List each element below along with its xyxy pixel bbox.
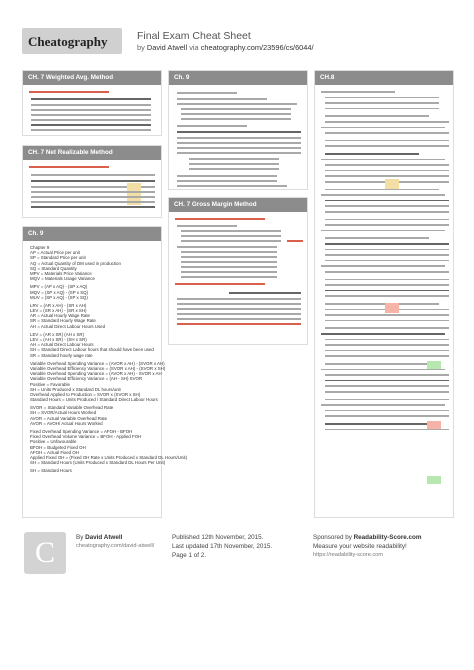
schedule-row [325,385,449,387]
gross-margin-box [168,197,308,345]
schedule-row [325,344,449,346]
formula-line: Variable Overhead Spending Variance = (AVOR x AH) - (SVOR x AH) [30,360,165,366]
logo-text: Cheatography [28,34,108,49]
sheet-title: Final Exam Cheat Sheet [137,30,251,42]
author-avatar[interactable]: C [24,532,66,574]
schedule-row [321,127,445,129]
formula-line: Standard Hours = Units Produced / Standard Direct Labour Hours [30,397,158,403]
schedule-row [325,380,449,382]
sponsor-url[interactable]: https://readability-score.com [313,552,383,558]
formula-line: LRV = (AR x AH) - (SR x AH) [30,302,87,308]
gross-margin-heading: CH. 7 Gross Margin Method [169,198,307,212]
formula-line: SH = Units Produced x Standard DL hours/unit [30,386,121,392]
schedule-row [325,153,419,155]
formula-line: LEV = (AH x SR) - (SH x SR) [30,337,87,342]
ch9-formulas-heading: Ch. 9 [23,227,161,241]
footer-author-url[interactable]: cheatography.com/david-atwell/ [76,543,155,549]
weighted-avg-heading: CH. 7 Weighted Avg. Method [23,71,161,85]
formula-line: SR = Standard Hourly Wage Rate [30,318,96,324]
highlight-cell [427,476,441,484]
schedule-row [325,260,449,262]
schedule-row [325,115,429,117]
formula-line: MPV = (AP x AQ) - (SP x AQ) [30,284,88,290]
schedule-row [325,219,449,221]
schedule-row [325,290,449,292]
schedule-row [321,159,445,161]
formula-line: SQ = Standard Quantity [30,265,77,271]
schedule-row [325,108,439,110]
highlight-cell [385,179,399,189]
schedule-row [325,415,449,417]
schedule-row [325,97,439,99]
schedule-row [321,333,445,335]
schedule-row [325,327,449,329]
schedule-row [325,399,449,401]
formula-line: MUV = (SP x AQ) - (SP x SQ) [30,294,88,300]
schedule-row [325,243,449,245]
updated-date: Last updated 17th November, 2015. [172,543,273,550]
formula-line: MQV = Materials Usage Variance [30,276,95,282]
schedule-row [325,339,449,341]
schedule-row [321,265,445,267]
schedule-row [325,303,439,305]
formula-line: Fixed Overhead Volume Variance = BFOH - Applied FOH [30,434,142,440]
formula-line: SVOR = Standard Variable Overhead Rate [30,405,114,411]
byline [137,43,314,52]
ch9-formulas-box [22,226,188,518]
footer-author-name[interactable]: David Atwell [85,534,123,541]
formula-line: SH = Standard Hours (Units Produced x Standard DL Hours Per Unit) [30,460,166,466]
formula-line: MPV = Materials Price Variance [30,270,92,276]
ch9-standard-mix-heading: Ch. 9 [169,71,307,85]
schedule-row [325,205,449,207]
footer-sponsor [313,533,422,560]
highlight-cell [385,303,399,313]
schedule-row [325,249,449,251]
schedule-row [325,320,449,322]
formula-line: AH = Actual Direct Labour Hours [30,342,94,348]
formula-line: AVOR = Actual Variable Overhead Rate [30,415,108,421]
cheatography-logo[interactable] [22,28,122,54]
formula-line: SH = Standard Direct Labour hours that should have been used [30,347,154,353]
footer-author-prefix: By [76,534,84,541]
net-realizable-heading: CH. 7 Net Realizable Method [23,146,161,160]
highlight-cell [427,361,441,369]
schedule-row [325,200,449,202]
formula-line: LEV = (AR x SR) (AH x SR) [30,331,85,337]
weighted-avg-box [22,70,162,136]
formula-line: Variable Overhead Efficiency Variance = (AH - SH) SVOR [30,376,143,382]
author-link[interactable]: David Atwell [146,43,188,52]
byline-by: by [137,43,145,52]
schedule-row [325,175,449,177]
schedule-row [325,140,449,142]
page-number: Page 1 of 2. [172,552,206,559]
schedule-row [321,230,445,232]
sponsor-link[interactable]: Readability-Score.com [353,534,422,541]
formula-line: SH = SVOR/Actual Hours Worked [30,410,97,416]
formula-line: LEV = (SR x AH) - (SR x SH) [30,308,87,314]
schedule-row [325,211,449,213]
ch8-budget-box [314,70,454,518]
schedule-row [325,279,449,281]
schedule-row [325,363,439,365]
formula-line: SP = Standard Price per unit [30,255,86,261]
formula-line: AVOR = AVOH/ Actual Hours Worked [30,420,103,426]
formula-line: Variable Overhead Spending Variance = (AVOR x AH) - SVOR x AH [30,371,162,377]
formula-line: BFOH = Budgeted Fixed OH [30,444,86,450]
footer-dates [172,533,272,560]
formula-line: Positive = Favorable [30,381,70,387]
schedule-row [325,170,449,172]
schedule-row [325,374,449,376]
schedule-row [325,121,449,123]
formula-line: SR = Standard hourly wage rate [30,352,93,358]
highlight-cell [427,421,441,429]
footer-author [76,533,154,551]
formula-line: AQ = Actual Quantity of DM used in production [30,260,121,266]
schedule-row [325,145,449,147]
formula-line: Chapter 9 [30,245,50,250]
page-header [0,0,474,62]
formula-line: AFOH = Actual Fixed OH [30,449,79,455]
schedule-row [321,194,445,196]
sponsor-tagline: Measure your website readability! [313,543,407,550]
schedule-row [325,423,429,425]
schedule-row [325,189,439,191]
schedule-row [325,355,449,357]
sheet-url-link[interactable]: cheatography.com/23596/cs/6044/ [200,43,314,52]
formula-line: Variable Overhead Efficiency Variance = (SVOR x AH) - (SVOR x SH) [30,365,166,371]
schedule-row [325,254,449,256]
published-date: Published 12th November, 2015. [172,534,264,541]
schedule-row [321,91,395,93]
formula-line: Applied Fixed OH = (Fixed OH Rate x Units Produced x Standard DL Hours/Unit) [30,454,188,460]
formula-line: MQV = (SP x AQ) - (SP x SQ) [30,289,89,295]
schedule-row [325,132,449,134]
schedule-row [325,350,449,352]
formula-line: Fixed Overhead Spending Variance = AFOH - BFOH [30,429,133,434]
schedule-row [325,391,449,393]
schedule-row [325,410,449,412]
ch9-standard-mix-box [168,70,308,190]
formula-line: AP = Actual Price per unit [30,250,80,256]
formula-line: AH = Actual Direct Labour Hours Used [30,323,106,329]
byline-via: via [189,43,199,52]
formula-line: Overhead Applied to Production = SVOR x (SVOR x SH) [30,391,141,397]
schedule-row [325,271,449,273]
schedule-row [325,102,439,104]
schedule-row [325,314,449,316]
schedule-row [325,295,449,297]
schedule-row [321,404,445,406]
formula-line: AR = Actual Hourly Wage Rate [30,313,90,319]
net-realizable-box [22,145,162,218]
ch9-formula-list [23,241,188,474]
sponsor-prefix: Sponsored by [313,534,352,541]
formula-line: SH = Standard Hours [30,468,72,474]
schedule-row [325,237,429,239]
schedule-row [325,224,449,226]
schedule-row [325,284,449,286]
ch8-budget-heading: CH.8 [315,71,453,85]
schedule-row [325,164,449,166]
formula-line: Positive = Unfavourable [30,439,77,445]
